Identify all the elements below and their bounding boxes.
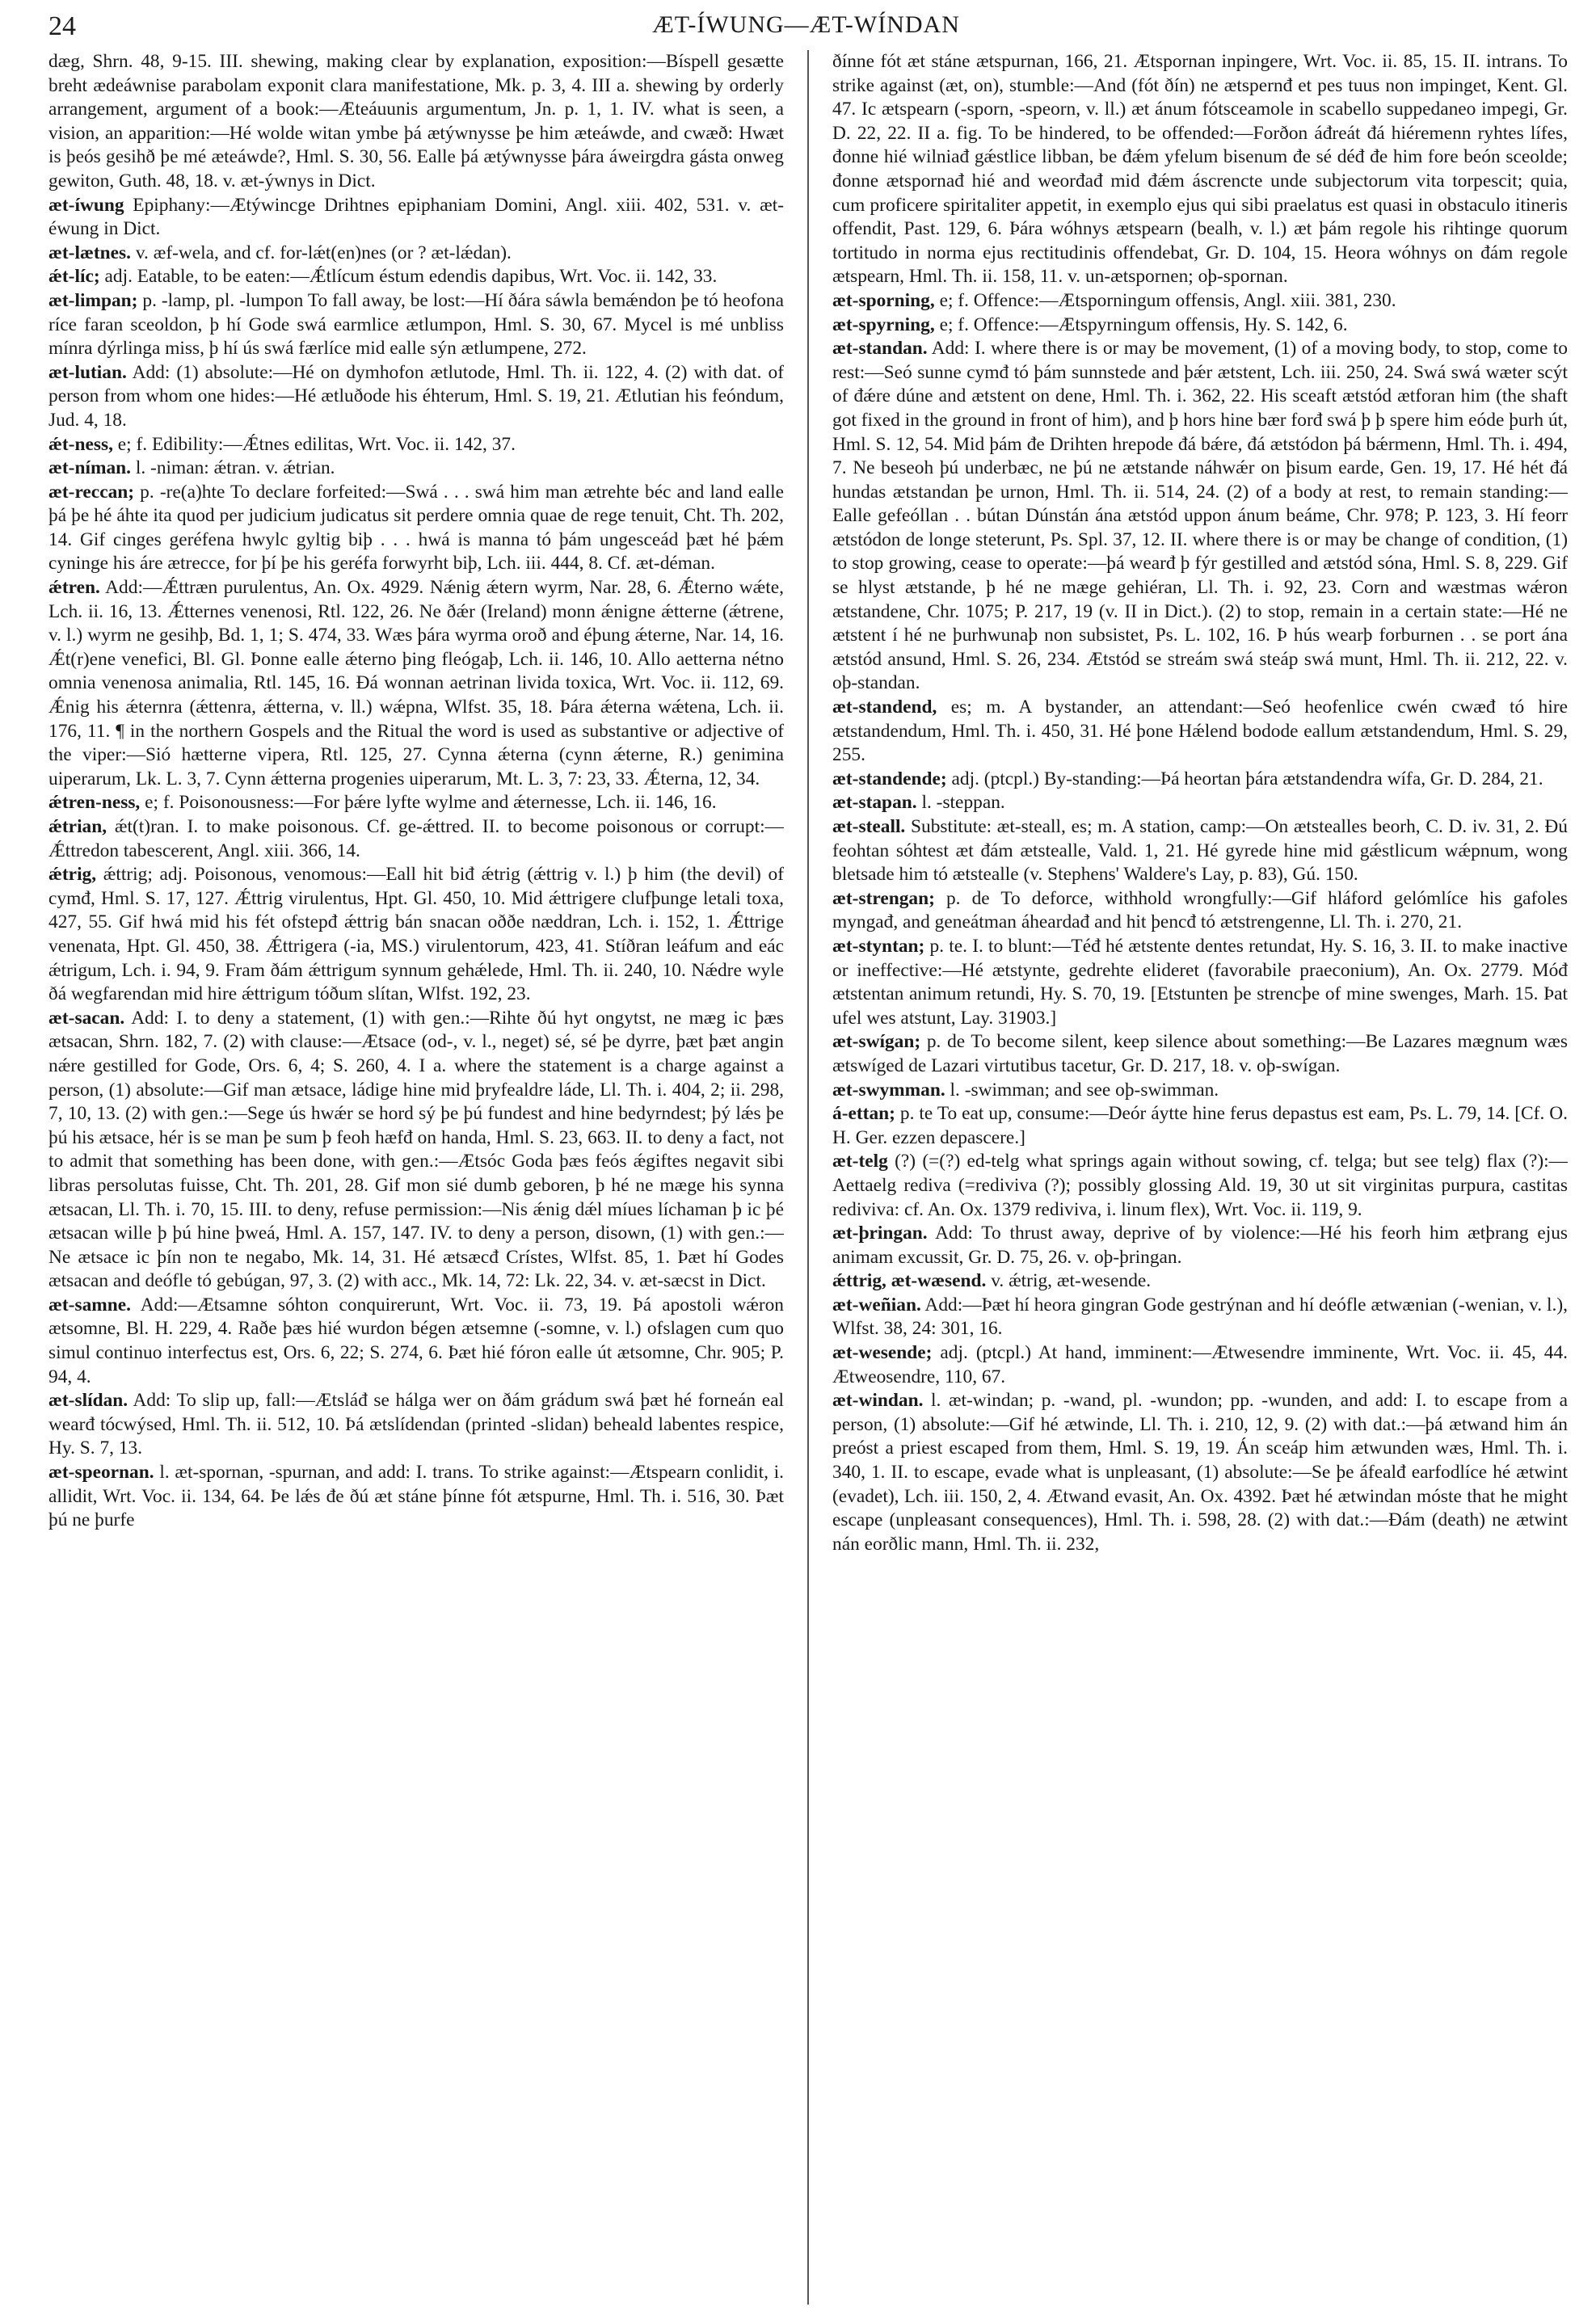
entry-text: l. -swimman; and see oþ-swimman. bbox=[945, 1079, 1219, 1101]
dictionary-entry bbox=[48, 433, 784, 457]
entry-text: v. æf-wela, and cf. for-lǽt(en)nes (or ? æt-lǽdan). bbox=[131, 242, 512, 263]
entry-text: e; f. Poisonousness:—For þǽre lyfte wylme and ǽternesse, Lch. ii. 146, 16. bbox=[140, 792, 717, 814]
entry-text: adj. (ptcpl.) At hand, imminent:—Ætwesendre imminente, Wrt. Voc. ii. 45, 44. Ætweosendre, 110, 67. bbox=[832, 1342, 1568, 1387]
entry-text: p. te To eat up, consume:—Deór áytte hine ferus depastus est eam, Ps. L. 79, 14. [Cf. O. H. Ger. ezzen depascere.] bbox=[832, 1103, 1568, 1148]
entry-headword: ǽt-líc; bbox=[48, 266, 100, 288]
dictionary-entry bbox=[832, 50, 1568, 289]
dictionary-entry bbox=[832, 1030, 1568, 1078]
entry-text: adj. Eatable, to be eaten:—Ǽtlícum éstum edendis dapibus, Wrt. Voc. ii. 142, 33. bbox=[99, 266, 718, 288]
entry-headword: æt-swígan; bbox=[832, 1031, 921, 1053]
dictionary-entry bbox=[48, 242, 784, 266]
entry-text: ǽttrig; adj. Poisonous, venomous:—Eall hit biđ ǽtrig (ǽttrig v. l.) þ him (the devil) of cymđ, Hml. S. 17, 127. Ǽttrig virulentus, Hpt. Gl. 450, 10. Mid ǽttrigere clufþunge letali toxa, 427, 55. Gif hwá mid his fét ofstepđ ǽttrig bán snacan oððe næddran, Lch. i. 152, 1. Ǽttrige venenata, Hpt. Gl. 450, 38. Ǽttrigera (-ia, MS.) virulentorum, 423, 41. Stíðran leáfum and eác ǽtrigum, Lch. i. 94, 9. Fram ðám ǽttrigum synnum gehǽlede, Hml. Th. ii. 240, 10. Nǽdre wyle ðá wegfarendan mid hire ǽttrigum tóðum slítan, Wlfst. 192, 23. bbox=[48, 864, 784, 1005]
dictionary-entry bbox=[48, 457, 784, 481]
dictionary-entry bbox=[48, 289, 784, 361]
dictionary-entry bbox=[832, 1150, 1568, 1222]
dictionary-entry bbox=[48, 1461, 784, 1533]
dictionary-entry bbox=[48, 576, 784, 791]
entry-text: p. de To deforce, withhold wrongfully:—Gif hláford gelómlíce his gafoles myngađ, and geneátman áheardađ and hit þencđ tó ætstrengenne, Ll. Th. i. 270, 21. bbox=[832, 887, 1568, 933]
dictionary-entry bbox=[48, 815, 784, 863]
dictionary-entry bbox=[832, 1341, 1568, 1389]
entry-headword: æt-wesende; bbox=[832, 1342, 933, 1364]
entry-text: Add: To thrust away, deprive of by violence:—Hé his feorh him ætþrang ejus animam excussit, Gr. D. 75, 26. v. oþ-þringan. bbox=[832, 1223, 1568, 1268]
dictionary-entry bbox=[832, 1079, 1568, 1103]
entry-text: l. -niman: ǽtran. v. ǽtrian. bbox=[131, 457, 335, 479]
entry-text: p. te. I. to blunt:—Téđ hé ætstente dentes retundat, Hy. S. 16, 3. II. to make inactive or ineffective:—Hé ætstynte, gedrehte elideret (favorabile praeconium), An. Ox. 2779. Móđ ætstentan animum retundi, Hy. S. 70, 19. [Etstunten þe strencþe of mine swenges, Marh. 15. Þat ufel wes atstunt, Lay. 31903.] bbox=[832, 935, 1568, 1029]
entry-headword: ǽtrig, bbox=[48, 864, 97, 886]
dictionary-entry bbox=[832, 935, 1568, 1030]
entry-headword: æt-speornan. bbox=[48, 1462, 154, 1484]
entry-headword: æt-standend, bbox=[832, 697, 937, 718]
entry-headword: æt-swymman. bbox=[832, 1079, 945, 1101]
entry-text: l. -steppan. bbox=[916, 792, 1005, 814]
dictionary-entry bbox=[832, 337, 1568, 696]
dictionary-entry bbox=[48, 1389, 784, 1461]
entry-text: Add: To slip up, fall:—Ætsláđ se hálga wer on ðám grádum swá þæt hé forneán eal wearđ tócwýsed, Hml. Th. ii. 512, 10. Þá ætslídendan (printed -slidan) beheald labentes respice, Hy. S. 7, 13. bbox=[48, 1390, 784, 1459]
entry-headword: ǽttrig, æt-wæsend. bbox=[832, 1270, 987, 1292]
entry-headword: æt-þringan. bbox=[832, 1223, 928, 1244]
dictionary-entry bbox=[48, 1294, 784, 1389]
dictionary-entry bbox=[48, 361, 784, 433]
entry-text: Add: I. to deny a statement, (1) with gen.:—Rihte ðú hyt ongytst, ne mæg ic þæs ætsacan, Shrn. 182, 7. (2) with clause:—Ætsace (od-, v. l., neget) sé, sé þe dyrre, þæt þæt angin nǽre gestilled for Gode, Ors. 6, 4; S. 260, 4. I a. where the statement is a charge against a person, (1) absolute:—Gif man ætsace, ládige hine mid þryfealdre láde, Ll. Th. i. 404, 2; ii. 298, 7, 10, 13. (2) with gen.:—Sege ús hwǽr se hord sý þe þú fundest and hine bedyrndest; þý lǽs þe þú his ætsace, hér is se man þe sum þ feoh hæfđ on handa, Hml. S. 23, 663. II. to deny a fact, not to admit that something has been done, with gen.:—Ætsóc Goda þæs feós ǽgiftes negavit sibi libras persolutas fuisse, Cht. Th. 201, 28. Gif mon sié dumb geboren, þ hé ne mæge his synna ætsacan, Ll. Th. i. 70, 15. III. to deny, refuse permission:—Nis ǽnig dǽl míues líchaman þ ic þé ætsacan wille þ þú hine þweá, Hml. A. 157, 147. IV. to deny a person, disown, (1) with gen.:—Ne ætsace ic þín non te negabo, Mk. 14, 31. Hé ætsæcđ Crístes, Wlfst. 85, 1. Þæt hí Godes ætsacan and deófle tó gebúgan, 97, 3. (2) with acc., Mk. 14, 72: Lk. 22, 34. v. æt-sæcst in Dict. bbox=[48, 1007, 784, 1292]
dictionary-entry bbox=[832, 887, 1568, 935]
dictionary-entry bbox=[832, 791, 1568, 815]
entry-text: Add:—Ǽttræn purulentus, An. Ox. 4929. Nǽnig ǽtern wyrm, Nar. 28, 6. Ǽterno wǽte, Lch. ii. 16, 13. Ǽtternes venenosi, Rtl. 122, 26. Ne ðǽr (Ireland) monn ǽnigne ǽtterne (ǽtrene, v. l.) wyrm ne gesihþ, Bd. 1, 1; S. 474, 33. Wæs þára wyrma oroð and éþung ǽterne, Nar. 14, 16. Ǽt(r)ene venefici, Bl. Gl. Þonne ealle ǽterno þing fleógaþ, Lch. ii. 146, 10. Allo aetterna nétno omnia venenosa animalia, Rtl. 145, 16. Ðá wonnan aetrinan livida toxica, Wrt. Voc. ii. 112, 69. Ǽnig his ǽternra (ǽttenra, ǽtterna, v. ll.) wǽpna, Wlfst. 35, 18. Þára ǽterna wǽtena, Lch. ii. 176, 11. ¶ in the northern Gospels and the Ritual the word is used as substantive or adjective of the viper:—Sió hætterne vipera, Rtl. 125, 27. Cynna ǽterna (cynn ǽterne, R.) genimina uiperarum, Lk. L. 3, 7. Cynn ǽtterna progenies uiperarum, Mt. L. 3, 7: 23, 33. Ǽterna, 12, 34. bbox=[48, 577, 784, 789]
entry-text: e; f. Offence:—Ætspyrningum offensis, Hy. S. 142, 6. bbox=[934, 314, 1348, 335]
entry-text: p. de To become silent, keep silence about something:—Be Lazares mægnum wæs ætswíged de Lazari virtutibus tacetur, Gr. D. 217, 18. v. oþ-swígan. bbox=[832, 1031, 1568, 1076]
entry-text: Add:—Þæt hí heora gingran Gode gestrýnan and hí deófle ætwænian (-wenian, v. l.), Wlfst. 38, 24: 301, 16. bbox=[832, 1294, 1568, 1340]
entry-headword: æt-strengan; bbox=[832, 887, 935, 909]
entry-headword: ǽtren-ness, bbox=[48, 792, 141, 814]
dictionary-entry bbox=[48, 791, 784, 815]
entry-text: ðínne fót æt stáne ætspurnan, 166, 21. Ætspornan inpingere, Wrt. Voc. ii. 85, 15. II. intrans. To strike against (æt, on), stumble:—And (fót ðín) ne ætspernđ et pes tuus non impinget, Kent. Gl. 47. Ic ætspearn (-sporn, -speorn, v. ll.) æt ánum fótsceamole in scabello suppedaneo impegi, Gr. D. 22, 22. II a. fig. To be hindered, to be offended:—Forðon áđreát đá hiéremenn ryhtes lífes, đonne hié wilniađ gǽstlice libban, be đǽm yfelum bisenum đe sé déđ đe him fore beón sceolde; đonne ætspornađ hié and weorđađ mid đǽm áscrencte unde subjectorum vita torpescit; quia, cum proficere spiritaliter appetit, in exemplo ejus qui sibi praelatus est quasi in obstaculo itineris offendit, Past. 129, 6. Þára wóhnys ætspearn (bealh, v. l.) æt þám regole his rihtinge quorum tortitudo in norma ejus rectitudinis offendebat, Gr. D. 104, 15. Heora wóhnys on đám regole ætspearn, Hml. Th. ii. 158, 11. v. un-ætspornen; oþ-spornan. bbox=[832, 51, 1568, 288]
entry-headword: æt-sporning, bbox=[832, 289, 935, 311]
entry-headword: æt-íwung bbox=[48, 194, 124, 216]
entry-headword: æt-samne. bbox=[48, 1294, 131, 1315]
dictionary-entry bbox=[832, 815, 1568, 887]
entry-text: Add: I. where there is or may be movement, (1) of a moving body, to stop, come to rest:—Seó sunne cymđ tó þám sunnstede and þǽr ætstent, Lch. iii. 250, 24. Swá swá wæter scýt of đǽre dúne and ætstent on dene, Hml. Th. i. 362, 22. His sceaft ætstód ætforan him (the shaft got fixed in the ground in front of him), and þ hors hine bær forđ swá þ þ spere him eóde þurh út, Hml. S. 12, 54. Mid þám đe Drihten hrepode đá bǽre, đá ætstódon þá bǽrmenn, Hml. Th. i. 494, 7. Ne beseoh þú underbæc, ne þú ne ætstande náhwǽr on þisum earde, Gen. 19, 17. Hé hét đá hundas ætstandan þe urnon, Hml. Th. ii. 514, 24. (2) of a body at rest, to remain standing:—Ealle gefeóllan . . bútan Dúnstán ána ætstód uppon ánum beáme, Chr. 978; P. 123, 3. Hí feorr ætstódon de longe steterunt, Ps. Spl. 37, 12. II. where there is or may be change of condition, (1) to stop growing, cease to operate:—þá wearđ þ fýr gestilled and ætstód sóna, Hml. S. 8, 229. Gif se hlyst ætstande, þ hé ne mæge gehiéran, Ll. Th. i. 92, 23. Corn and wæstmas wǽron ætstandene, Chr. 1075; P. 217, 19 (v. II in Dict.). (2) to stop, remain in a certain state:—Hé ne ætstent í hé ne þurhwunaþ non subsistet, Ps. L. 102, 16. Þ hús wearþ forburnen . . se port ána ætstód ansund, Hml. S. 26, 234. Ætstód se streám swá steáp swá munt, Hml. Th. ii. 212, 22. v. oþ-standan. bbox=[832, 338, 1568, 694]
dictionary-entry bbox=[832, 1294, 1568, 1341]
entry-text: p. -re(a)hte To declare forfeited:—Swá . . . swá him man ætrehte béc and land ealle þá þe hé áhte ita quod per judicium judicatus sit perdere omnia quae de rege tenuit, Cht. Th. 202, 14. Gif cinges geréfena hwylc gyltig biþ . . . hwá is manna tó þám ungesceád þæt hé þǽm cyninge his áre ætrecce, for þí þe his geréfa forwyrht biþ, Lch. iii. 444, 8. Cf. æt-déman. bbox=[48, 481, 784, 575]
entry-headword: æt-sacan. bbox=[48, 1007, 125, 1029]
dictionary-entry bbox=[832, 1389, 1568, 1556]
entry-text: es; m. A bystander, an attendant:—Seó heofenlice cwén cwæđ tó hire ætstandendum, Hml. Th. i. 450, 31. Hé þone Hǽlend bodode eallum ætstandendum, Hml. S. 29, 255. bbox=[832, 697, 1568, 766]
entry-text: Epiphany:—Ætýwincge Drihtnes epiphaniam Domini, Angl. xiii. 402, 531. v. æt-éwung in Dict. bbox=[48, 194, 784, 240]
dictionary-entry bbox=[832, 1269, 1568, 1294]
entry-headword: æt-standende; bbox=[832, 768, 947, 789]
dictionary-entry bbox=[48, 863, 784, 1007]
entry-headword: æt-weñian. bbox=[832, 1294, 921, 1315]
entry-text: v. ǽtrig, æt-wesende. bbox=[986, 1270, 1152, 1292]
page-number: 24 bbox=[48, 11, 76, 41]
running-title: ÆT-ÍWUNG—ÆT-WÍNDAN bbox=[652, 11, 960, 38]
entry-headword: æt-lutian. bbox=[48, 361, 127, 383]
dictionary-entry bbox=[832, 1102, 1568, 1150]
entry-text: (?) (=(?) ed-telg what springs again without sowing, cf. telga; but see telg) flax (?):—Aettaelg rediva (=rediviva (?); possibly glossing Ald. 19, 30 ut sit virginitas purpura, castitas rediviva: cf. An. Ox. 1379 rediviva, i. linum flex), Wrt. Voc. ii. 119, 9. bbox=[832, 1151, 1568, 1220]
entry-text: p. -lamp, pl. -lumpon To fall away, be lost:—Hí ðára sáwla bemǽndon þe tó heofona ríce faran sceoldon, þ hí Gode swá earmlice ætlumpon, Hml. S. 30, 67. Mycel is mé unbliss mínra dýrlinga miss, þ hí ús swá færlíce mid ealle sýn ætlumpene, 272. bbox=[48, 289, 784, 360]
entry-text: dæg, Shrn. 48, 9-15. III. shewing, making clear by explanation, exposition:—Bíspell gesætte breht ædeáwnise parabolam exponit clara manifestatione, Mk. p. 3, 4. III a. shewing by orderly arrangement, argument of a book:—Æteáuunis argumentum, Jn. p. 1, 1. IV. what is seen, a vision, an apparition:—Hé wolde witan ymbe þá ætýwnysse þe him æteáwde, and cwæð: Hwæt is þeós gesihð þe mé æteáwde?, Hml. S. 30, 56. Ealle þá ætýwnysse þára áweirgdra gásta onweg gewiton, Guth. 48, 18. v. æt-ýwnys in Dict. bbox=[48, 51, 784, 192]
entry-text: e; f. Edibility:—Ǽtnes edilitas, Wrt. Voc. ii. 142, 37. bbox=[112, 433, 516, 455]
dictionary-entry bbox=[832, 314, 1568, 338]
page-header bbox=[48, 11, 1564, 48]
dictionary-entry bbox=[48, 194, 784, 242]
entry-headword: æt-lætnes. bbox=[48, 242, 131, 263]
entry-headword: æt-windan. bbox=[832, 1390, 924, 1412]
entry-headword: æt-steall. bbox=[832, 816, 906, 837]
entry-headword: æt-spyrning, bbox=[832, 314, 935, 335]
dictionary-entry bbox=[832, 696, 1568, 768]
two-column-body bbox=[48, 50, 1568, 2305]
entry-text: Substitute: æt-steall, es; m. A station, camp:—On ætstealles beorh, C. D. iv. 31, 2. Ðú feohtan sóhtest æt đám ætstealle, Vald. 1, 21. Hé gyrede hine mid gǽstlicum wǽpnum, wong bletsade him tó ætstealle (v. Stephens' Waldere's Lay, p. 83), Gú. 150. bbox=[832, 816, 1568, 886]
entry-text: l. æt-spornan, -spurnan, and add: I. trans. To strike against:—Ætspearn conlidit, i. allidit, Wrt. Voc. ii. 134, 64. Þe lǽs đe ðú æt stáne þínne fót ætspurne, Hml. Th. i. 516, 30. Þæt þú ne þurfe bbox=[48, 1462, 784, 1531]
dictionary-entry bbox=[48, 265, 784, 289]
entry-headword: æt-telg bbox=[832, 1151, 888, 1172]
entry-text: ǽt(t)ran. I. to make poisonous. Cf. ge-ǽttred. II. to become poisonous or corrupt:—Ǽttredon tabescerent, Angl. xiii. 366, 14. bbox=[48, 816, 784, 861]
left-column bbox=[48, 50, 784, 2305]
dictionary-entry bbox=[832, 1222, 1568, 1269]
entry-text: e; f. Offence:—Ætsporningum offensis, Angl. xiii. 381, 230. bbox=[934, 289, 1396, 311]
entry-text: l. æt-windan; p. -wand, pl. -wundon; pp. -wunden, and add: I. to escape from a person, (1) absolute:—Gif hé ætwinde, Ll. Th. i. 210, 12, 9. (2) with dat.:—þá ætwand him án preóst a priest escaped from them, Hml. S. 19, 19. Án sceáp him ætwunden wæs, Hml. Th. i. 340, 1. II. to escape, evade what is unpleasant, (1) absolute:—Se þe áfealđ earfodlíce hé ætwint (evadet), Lch. iii. 150, 2, 4. Ætwand evasit, An. Ox. 4392. Þæt hé ætwindan móste that he might escape (unpleasant consequences), Hml. Th. i. 598, 28. (2) with dat.:—Ðám (death) ne ætwint nán eorðlic mann, Hml. Th. ii. 232, bbox=[832, 1390, 1568, 1555]
entry-text: adj. (ptcpl.) By-standing:—Þá heortan þára ætstandendra wífa, Gr. D. 284, 21. bbox=[946, 768, 1543, 789]
entry-headword: æt-stapan. bbox=[832, 792, 917, 814]
entry-headword: ǽtrian, bbox=[48, 816, 107, 837]
column-rule bbox=[807, 50, 809, 2305]
entry-headword: æt-slídan. bbox=[48, 1390, 128, 1412]
entry-headword: æt-limpan; bbox=[48, 289, 138, 311]
right-column bbox=[832, 50, 1568, 2305]
entry-headword: æt-styntan; bbox=[832, 935, 925, 957]
entry-headword: æt-standan. bbox=[832, 338, 928, 360]
entry-headword: æt-reccan; bbox=[48, 481, 135, 503]
dictionary-entry bbox=[832, 289, 1568, 314]
entry-headword: ǽtren. bbox=[48, 577, 100, 599]
entry-headword: æt-níman. bbox=[48, 457, 132, 479]
dictionary-entry bbox=[48, 1007, 784, 1294]
dictionary-entry bbox=[832, 768, 1568, 792]
entry-text: Add: (1) absolute:—Hé on dymhofon ætlutode, Hml. Th. ii. 122, 4. (2) with dat. of person from whom one hides:—Hé ætluðode his éhterum, Hml. S. 19, 21. Ætlutian his feóndum, Jud. 4, 18. bbox=[48, 361, 784, 431]
dictionary-entry bbox=[48, 50, 784, 194]
entry-headword: ǽt-ness, bbox=[48, 433, 113, 455]
dictionary-entry bbox=[48, 481, 784, 576]
entry-headword: á-ettan; bbox=[832, 1103, 895, 1125]
entry-text: Add:—Ætsamne sóhton conquirerunt, Wrt. Voc. ii. 73, 19. Þá apostoli wǽron ætsomne, Bl. H. 229, 4. Raðe þæs hié wurdon bégen ætsemne (-somne, v. l.) ofslagen cum quo simul continuo interfectus est, Ors. 6, 22; S. 274, 6. Þæt hié fóron ealle út ætsomne, Chr. 905; P. 94, 4. bbox=[48, 1294, 784, 1387]
